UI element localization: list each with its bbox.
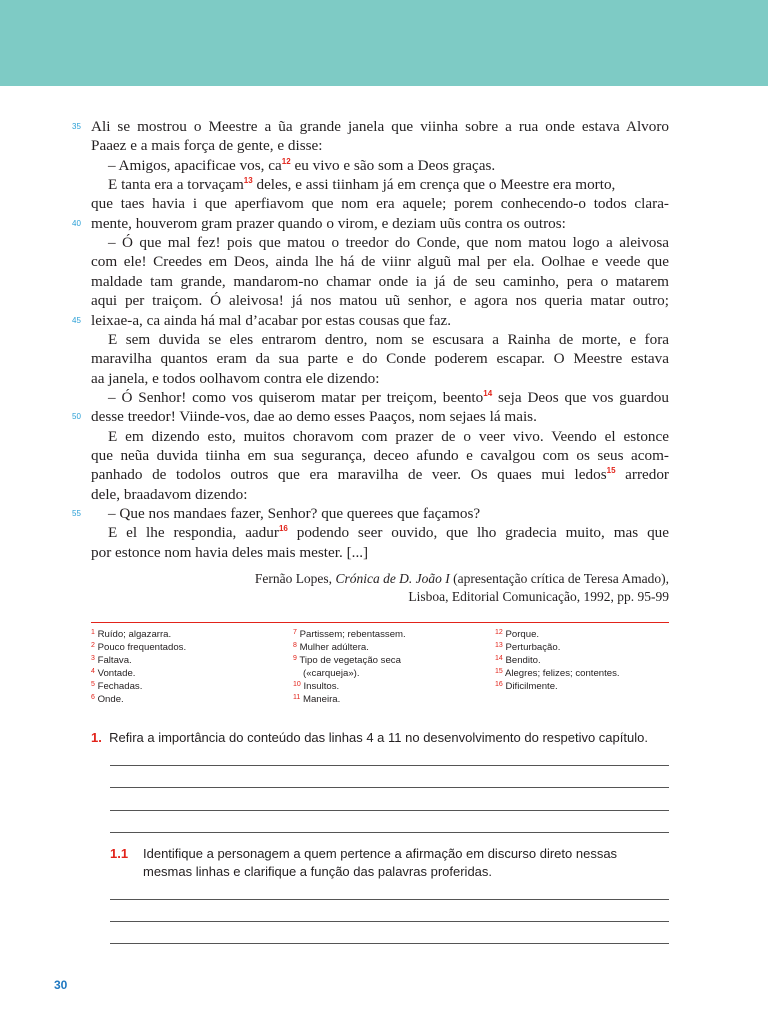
text-line-content: maldade tam grande, mandarom-no chamar onde ia já de seu caminho, pera o matarem — [91, 272, 669, 290]
answer-line[interactable] — [110, 921, 669, 922]
footnote-text: Ruído; algazarra. — [97, 629, 172, 640]
footnote-number: 14 — [495, 655, 503, 662]
footnote — [293, 680, 406, 693]
footnote-number: 16 — [495, 681, 503, 688]
footnotes-col-3 — [495, 628, 620, 693]
line-number: 40 — [72, 218, 81, 228]
footnote-text: Perturbação. — [505, 642, 561, 653]
text-line-content: – Amigos, apacificae vos, ca — [108, 156, 282, 174]
footnote-number: 15 — [495, 668, 503, 675]
footnote-ref: 16 — [278, 524, 288, 534]
text-line — [91, 349, 669, 368]
text-line — [91, 311, 669, 330]
line-number: 45 — [72, 315, 81, 325]
footnote-text: Mulher adúltera. — [299, 642, 369, 653]
text-line-content: dele, braadavom dizendo: — [91, 485, 248, 503]
footnote-number: 7 — [293, 629, 297, 636]
question-1-number: 1. — [91, 730, 102, 745]
text-line-content: por estonce nom havia deles mais mester. [...] — [91, 543, 369, 561]
footnote — [91, 667, 186, 680]
text-line-content: Ali se mostrou o Meestre a ũa grande janela que viinha sobre a rua onde estava Alvoro — [91, 118, 669, 135]
text-line — [108, 427, 669, 446]
text-line — [91, 369, 669, 388]
footnote-text: Pouco frequentados. — [97, 642, 187, 653]
text-line-content: deles, e assi tiinham já em crença que o Meestre era morto, — [252, 176, 616, 194]
footnote-text: («carqueja»). — [303, 668, 360, 679]
text-line — [108, 156, 669, 175]
footnote-text: Dificilmente. — [505, 681, 558, 692]
text-line-content: que neũa duvida tiinha em sua segurança, deceo afundo e cavalgou com os seus acom- — [91, 446, 669, 464]
line-number: 35 — [72, 122, 81, 131]
footnote-number: 11 — [293, 694, 301, 701]
page-number: 30 — [54, 978, 68, 992]
text-line — [91, 136, 669, 155]
footnotes-col-2 — [293, 628, 406, 706]
answer-line[interactable] — [110, 765, 669, 766]
source-citation-line1: Fernão Lopes, Crónica de D. João I (apresentação crítica de Teresa Amado), — [254, 571, 669, 586]
footnote — [495, 641, 620, 654]
footnote-number: 10 — [293, 681, 301, 688]
footnote-ref: 12 — [281, 156, 291, 166]
question-1 — [91, 730, 648, 745]
text-line-content: – Que nos mandaes fazer, Senhor? que querees que façamos? — [108, 505, 481, 522]
footnote-text: Alegres; felizes; contentes. — [504, 668, 620, 679]
text-line — [108, 233, 669, 252]
header-band — [0, 0, 768, 86]
text-line — [91, 117, 669, 136]
text-line-content: arredor — [615, 466, 669, 484]
text-line — [91, 291, 669, 310]
footnote-number: 4 — [91, 668, 95, 675]
text-line — [91, 194, 669, 213]
text-line-content: Paaez e a mais força de gente, e disse: — [91, 137, 323, 155]
text-line — [91, 252, 669, 271]
text-line — [91, 465, 669, 484]
footnote — [293, 628, 406, 641]
footnote-text: Vontade. — [97, 668, 136, 679]
footnote-text: Fechadas. — [97, 681, 143, 692]
answer-line[interactable] — [110, 899, 669, 900]
footnotes-col-1 — [91, 628, 186, 706]
text-line-content: desse treedor! Viinde-vos, dae ao demo esses Paaços, nom sejaes lá mais. — [91, 408, 537, 426]
text-line-content: maravilha quantos eram da sua parte e do Conde poderem escapar. O Meestre estava — [91, 350, 669, 368]
text-line — [108, 388, 669, 407]
footnote-ref: 13 — [243, 176, 253, 186]
text-line-content: eu vivo e são som a Deos graças. — [290, 156, 496, 174]
footnote-number: 13 — [495, 642, 503, 649]
footnote-number: 9 — [293, 655, 297, 662]
footnote-text: Onde. — [97, 694, 124, 705]
text-line — [91, 543, 669, 562]
footnote-ref: 14 — [483, 388, 493, 398]
footnote-number: 5 — [91, 681, 95, 688]
footnote-text: Bendito. — [505, 655, 541, 666]
footnote-text: Partissem; rebentassem. — [299, 629, 406, 640]
text-line-content: mente, houverom gram prazer quando o virom, e deziam uũs contra os outros: — [91, 214, 566, 232]
text-line-content: E el lhe respondia, aadur — [108, 524, 279, 542]
text-line-content: E sem duvida se eles entrarom dentro, nom se escusara a Rainha de morte, e fora — [108, 330, 669, 348]
footnote — [293, 641, 406, 654]
footnote-ref: 15 — [606, 466, 616, 476]
footnote-text: Faltava. — [97, 655, 132, 666]
footnote-text: Porque. — [505, 629, 540, 640]
answer-line[interactable] — [110, 787, 669, 788]
footnote — [91, 654, 186, 667]
text-line — [108, 504, 669, 523]
footnote-number: 3 — [91, 655, 95, 662]
text-line-content: leixae-a, ca ainda há mal d’acabar por estas cousas que faz. — [91, 311, 452, 329]
text-line — [91, 446, 669, 465]
question-1-text: Refira a importância do conteúdo das linhas 4 a 11 no desenvolvimento do respetivo capítulo. — [109, 730, 648, 745]
footnote — [91, 680, 186, 693]
text-line-content: seja Deos que vos guardou — [492, 388, 669, 406]
answer-line[interactable] — [110, 832, 669, 833]
text-line-content: – Ó que mal fez! pois que matou o treedor do Conde, que nom matou logo a aleivosa — [108, 234, 669, 252]
text-line — [91, 407, 669, 426]
text-line — [91, 214, 669, 233]
text-line-content: podendo seer ouvido, que lho gradecia muito, mas que — [287, 524, 669, 542]
text-line-content: aqui per traiçom. Ó aleivosa! já nos matou uũ senhor, e agora nos queria matar outro; — [91, 292, 669, 310]
footnote-number: 2 — [91, 642, 95, 649]
question-1-1-number: 1.1 — [110, 846, 129, 861]
footnote — [293, 654, 406, 667]
footnote-divider — [91, 622, 669, 623]
footnote-number: 12 — [495, 629, 503, 636]
footnote — [91, 693, 186, 706]
footnote-number: 8 — [293, 642, 297, 649]
text-line-content: – Ó Senhor! como vos quiserom matar per treiçom, beento — [108, 388, 484, 406]
footnote-text: Insultos. — [303, 681, 340, 692]
text-line-content: com ele! Creedes em Deos, ainda lhe há de viinr alguũ mal per ela. Oolhae e veede que — [91, 253, 669, 271]
text-line — [108, 523, 669, 542]
footnote — [91, 628, 186, 641]
text-line-content: panhado de todolos outros que era maravilha de veer. Os quaes mui ledos — [91, 466, 607, 484]
answer-line[interactable] — [110, 943, 669, 944]
footnote-text: Tipo de vegetação seca — [299, 655, 401, 666]
footnote — [495, 628, 620, 641]
text-line-content: que taes havia i que aperfiavom que nom era aquele; porem conhecendo-o todos clara- — [91, 195, 669, 213]
text-line — [91, 272, 669, 291]
footnote-text: Maneira. — [302, 694, 341, 705]
text-line — [91, 485, 669, 504]
footnote — [495, 680, 620, 693]
footnote — [293, 693, 406, 706]
footnote — [293, 667, 406, 680]
footnote-number: 6 — [91, 694, 95, 701]
text-line-content: aa janela, e todos oolhavom contra ele dizendo: — [91, 369, 380, 387]
text-line — [108, 175, 669, 194]
line-number: 50 — [72, 412, 81, 422]
text-line — [108, 330, 669, 349]
text-line-content: E em dizendo esto, muitos choravom com prazer de o veer vivo. Veendo el estonce — [108, 427, 669, 445]
footnote — [495, 654, 620, 667]
text-line-content: E tanta era a torvaçam — [108, 176, 244, 194]
question-1-1 — [110, 846, 128, 861]
answer-line[interactable] — [110, 810, 669, 811]
footnote — [495, 667, 620, 680]
line-number: 55 — [72, 509, 81, 518]
footnote-number: 1 — [91, 629, 95, 636]
footnote — [91, 641, 186, 654]
source-citation-line2: Lisboa, Editorial Comunicação, 1992, pp. 95-99 — [408, 589, 669, 604]
question-1-1-text-line2: mesmas linhas e clarifique a função das palavras proferidas. — [143, 864, 493, 879]
question-1-1-text-line1: Identifique a personagem a quem pertence a afirmação em discurso direto nessas — [143, 846, 618, 861]
